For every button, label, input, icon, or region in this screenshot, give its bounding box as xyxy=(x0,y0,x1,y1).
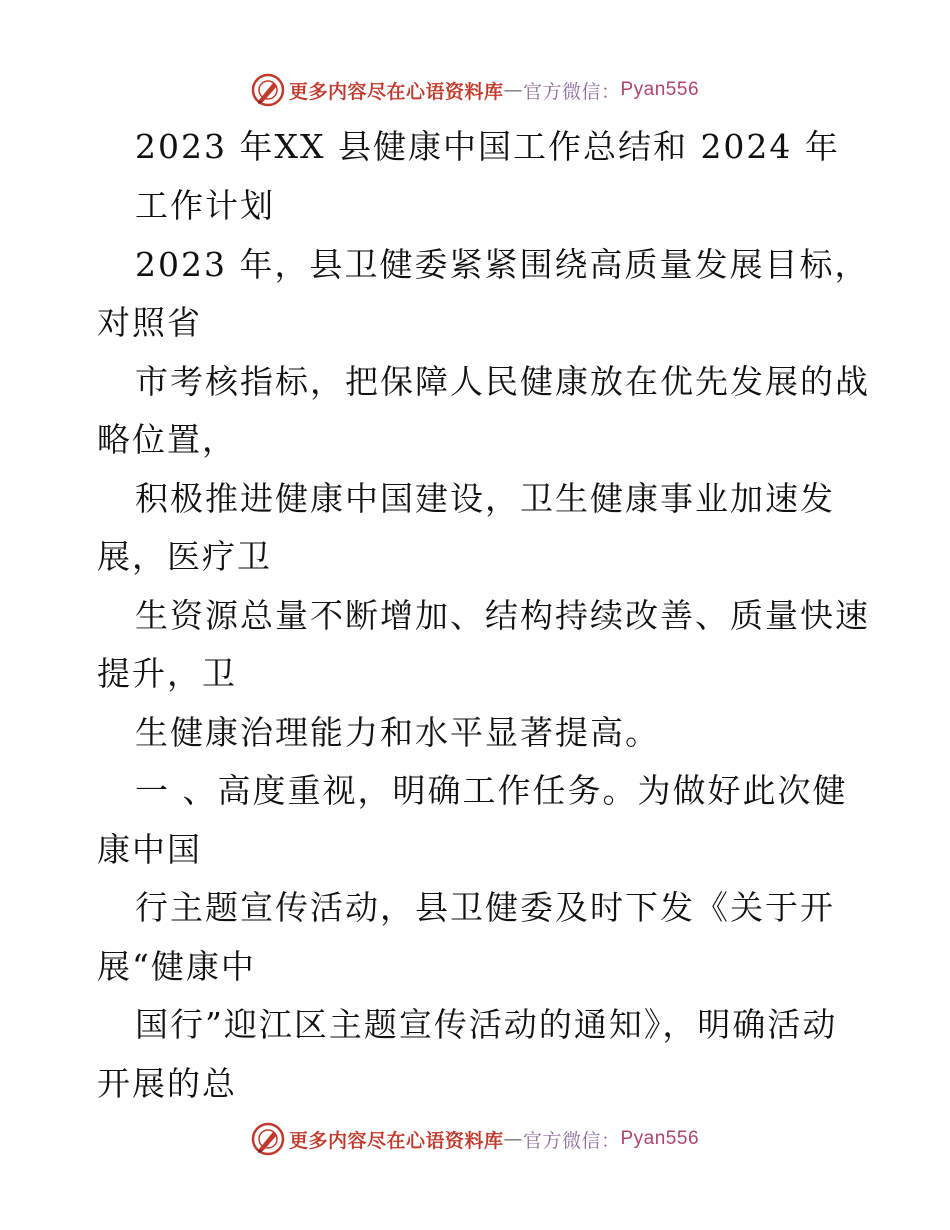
paragraph-line: 积极推进健康中国建设，卫生健康事业加速发 xyxy=(135,479,835,518)
document-title-line-1: 2023 年XX 县健康中国工作总结和 2024 年 xyxy=(135,127,840,166)
header-watermark xyxy=(0,70,950,110)
paragraph-line: 生健康治理能力和水平显著提高。 xyxy=(135,713,660,752)
watermark-main-text: 更多内容尽在心语资料库 xyxy=(288,1129,504,1152)
watermark-dash: — xyxy=(503,79,523,101)
paragraph-line: 开展的总 xyxy=(97,1064,237,1103)
watermark-wechat-id: Pyan556 xyxy=(620,79,700,100)
paragraph-line: 生资源总量不断增加、结构持续改善、质量快速 xyxy=(135,596,870,635)
watermark-main-text: 更多内容尽在心语资料库 xyxy=(288,80,504,103)
paragraph-line: 对照省 xyxy=(97,303,202,342)
document-title-line-2: 工作计划 xyxy=(135,186,275,225)
paragraph-line: 提升，卫 xyxy=(97,654,237,693)
paragraph-line: 国行”迎江区主题宣传活动的通知》，明确活动 xyxy=(135,1005,838,1044)
watermark-wechat-id: Pyan556 xyxy=(620,1128,700,1149)
paragraph-line: 康中国 xyxy=(97,830,202,869)
paragraph-line: 展“健康中 xyxy=(97,947,256,986)
paragraph-line: 略位置， xyxy=(97,420,237,459)
paragraph-line: 市考核指标，把保障人民健康放在优先发展的战 xyxy=(135,362,870,401)
paragraph-line: 行主题宣传活动，县卫健委及时下发《关于开 xyxy=(135,888,835,927)
pen-logo-icon xyxy=(251,73,285,107)
paragraph-line: 展，医疗卫 xyxy=(97,537,272,576)
watermark-official-label: 官方微信： xyxy=(522,1129,621,1152)
section-heading-line: 一 、高度重视，明确工作任务。为做好此次健 xyxy=(135,771,848,810)
pen-logo-icon xyxy=(251,1122,285,1156)
watermark-dash: — xyxy=(503,1128,523,1150)
paragraph-line: 2023 年，县卫健委紧紧围绕高质量发展目标， xyxy=(135,245,870,284)
footer-watermark xyxy=(0,1119,950,1159)
watermark-official-label: 官方微信： xyxy=(522,80,621,103)
